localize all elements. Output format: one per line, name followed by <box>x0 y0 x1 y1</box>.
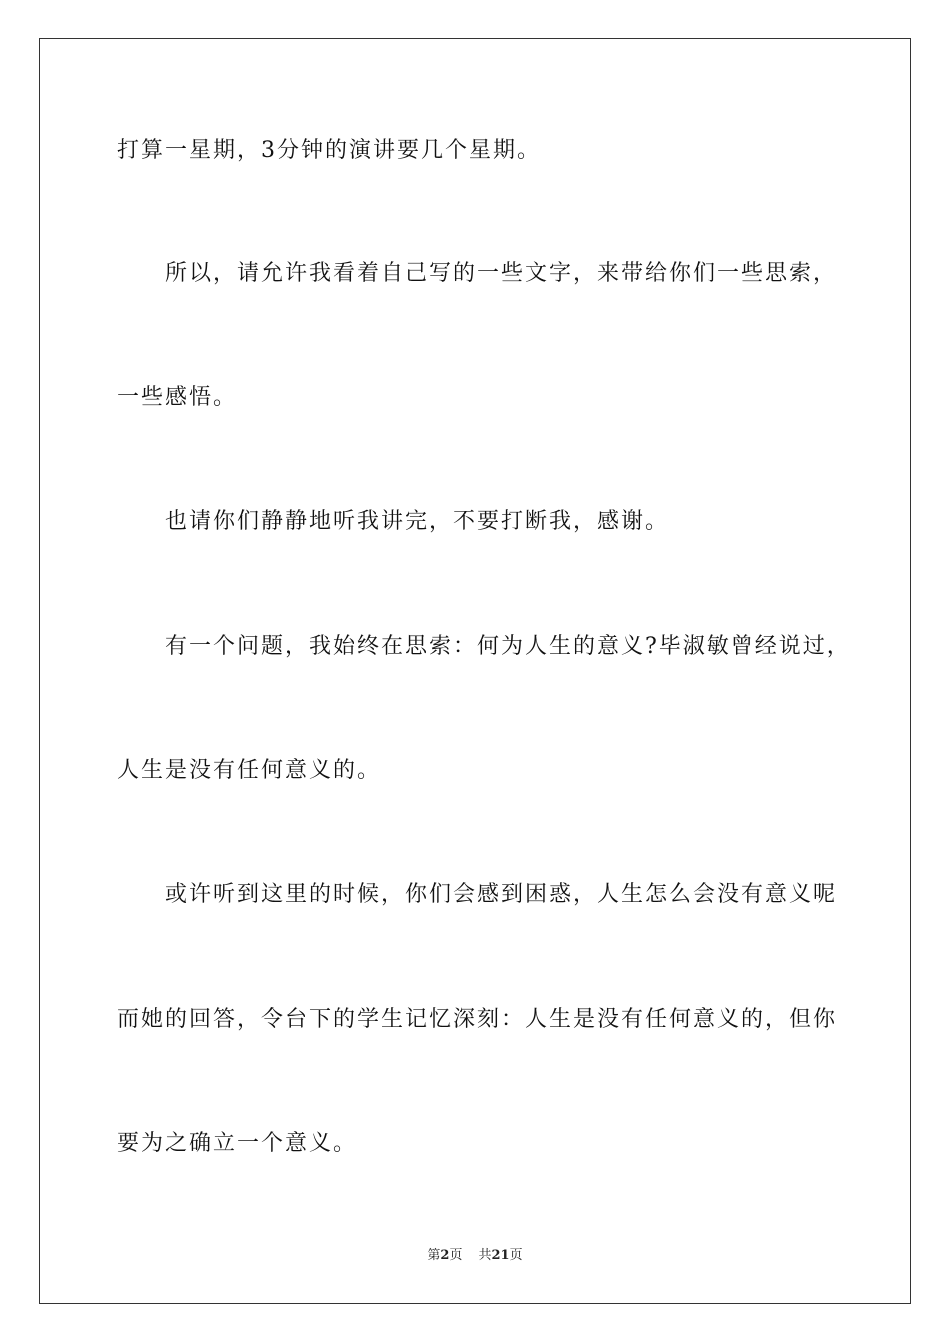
text-line: 所以，请允许我看着自己写的一些文字，来带给你们一些思索， <box>165 261 838 286</box>
text-line: 有一个问题，我始终在思索：何为人生的意义?毕淑敏曾经说过， <box>165 634 851 659</box>
text-line: 而她的回答，令台下的学生记忆深刻：人生是没有任何意义的，但你 <box>117 1007 838 1032</box>
current-page-number: 2 <box>440 1248 450 1263</box>
text-line: 也请你们静静地听我讲完，不要打断我，感谢。 <box>165 509 670 534</box>
text-line: 一些感悟。 <box>117 385 238 410</box>
footer-total-suffix: 页 <box>509 1248 523 1263</box>
page-footer <box>0 1246 950 1266</box>
text-line: 要为之确立一个意义。 <box>117 1131 358 1156</box>
total-page-count: 21 <box>491 1248 510 1263</box>
footer-prefix: 第 <box>427 1248 441 1263</box>
page-border <box>39 38 911 1304</box>
text-line: 打算一星期，3分钟的演讲要几个星期。 <box>117 138 541 163</box>
text-line: 人生是没有任何意义的。 <box>117 758 382 783</box>
text-line: 或许听到这里的时候，你们会感到困惑，人生怎么会没有意义呢 <box>165 882 838 907</box>
footer-page-suffix: 页 <box>449 1248 463 1263</box>
footer-total-prefix: 共 <box>478 1248 492 1263</box>
